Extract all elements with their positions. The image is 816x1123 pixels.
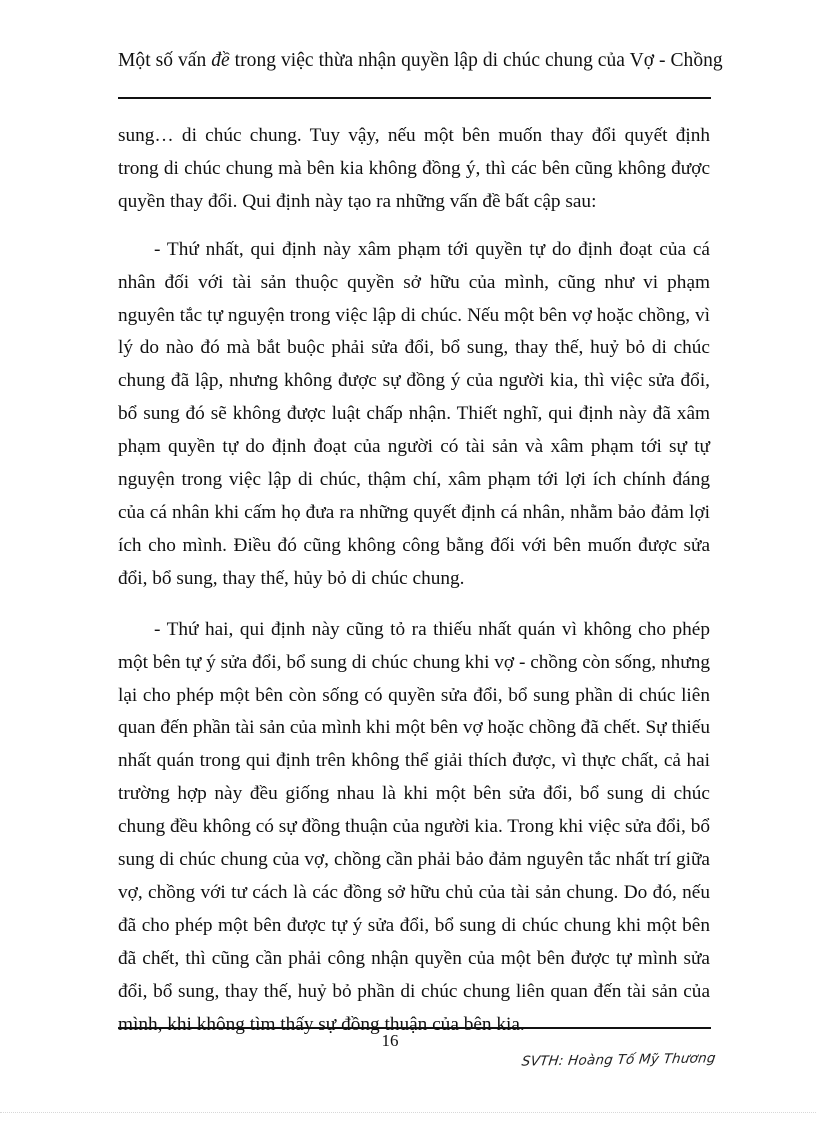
- header-divider: [118, 97, 711, 99]
- body-paragraph-second-point: - Thứ hai, qui định này cũng tỏ ra thiếu nhất quán vì không cho phép một bên tự ý sửa đổi, bổ sung di chúc chung khi vợ - chồng còn sống, nhưng lại cho phép một bên còn sống có quyền sửa đổi, bổ sung phần di chúc liên quan đến phần tài sản của mình khi một bên vợ hoặc chồng đã chết. Sự thiếu nhất quán trong qui định trên không thể giải thích được, vì thực chất, cả hai trường hợp này đều giống nhau là khi một bên sửa đổi, bổ sung di chúc chung đều không có sự đồng thuận của người kia. Trong khi việc sửa đổi, bổ sung di chúc chung của vợ, chồng cần phải bảo đảm nguyên tắc nhất trí giữa vợ, chồng với tư cách là các đồng sở hữu chủ của tài sản chung. Do đó, nếu đã cho phép một bên được tự ý sửa đổi, bổ sung di chúc chung khi một bên đã chết, thì cũng cần phải công nhận quyền của một bên được tự mình sửa đổi, bổ sung, thay thế, huỷ bỏ phần di chúc chung liên quan đến tài sản của mình, khi không tìm thấy sự đồng thuận của bên kia.: [118, 618, 710, 1035]
- body-paragraph-continuation: sung… di chúc chung. Tuy vậy, nếu một bên muốn thay đổi quyết định trong di chúc chung mà bên kia không đồng ý, thì các bên cũng không được quyền thay đổi. Qui định này tạo ra những vấn đề bất cập sau:: [118, 125, 710, 212]
- document-body: [118, 120, 710, 1041]
- author-signature: SVTH: Hoàng Tố Mỹ Thương: [520, 1050, 717, 1070]
- page-header-title: [118, 50, 723, 72]
- body-paragraph-first-point: - Thứ nhất, qui định này xâm phạm tới quyền tự do định đoạt của cá nhân đối với tài sản thuộc quyền sở hữu của mình, cũng như vi phạm nguyên tắc tự nguyện trong việc lập di chúc. Nếu một bên vợ hoặc chồng, vì lý do nào đó mà bắt buộc phải sửa đổi, bổ sung, thay thế, huỷ bỏ di chúc chung đã lập, nhưng không được sự đồng ý của người kia, thì việc sửa đổi, bổ sung đó sẽ không được luật chấp nhận. Thiết nghĩ, qui định này đã xâm phạm quyền tự do định đoạt của người có tài sản và xâm phạm tới sự tự nguyện trong việc lập di chúc, thậm chí, xâm phạm tới lợi ích chính đáng của cá nhân khi cấm họ đưa ra những quyết định cá nhân, nhằm bảo đảm lợi ích cho mình. Điều đó cũng không công bằng đối với bên muốn được sửa đổi, bổ sung, thay thế, hủy bỏ di chúc chung.: [118, 238, 710, 589]
- header-title-part2: trong việc thừa nhận quyền lập di chúc chung của Vợ - Chồng: [229, 50, 723, 71]
- page-number: 16: [381, 1031, 399, 1050]
- header-title-part1: Một số vấn: [118, 50, 212, 71]
- header-title-italic: đề: [211, 50, 230, 71]
- page-bottom-edge: [0, 1112, 816, 1113]
- footer-divider: [118, 1027, 711, 1029]
